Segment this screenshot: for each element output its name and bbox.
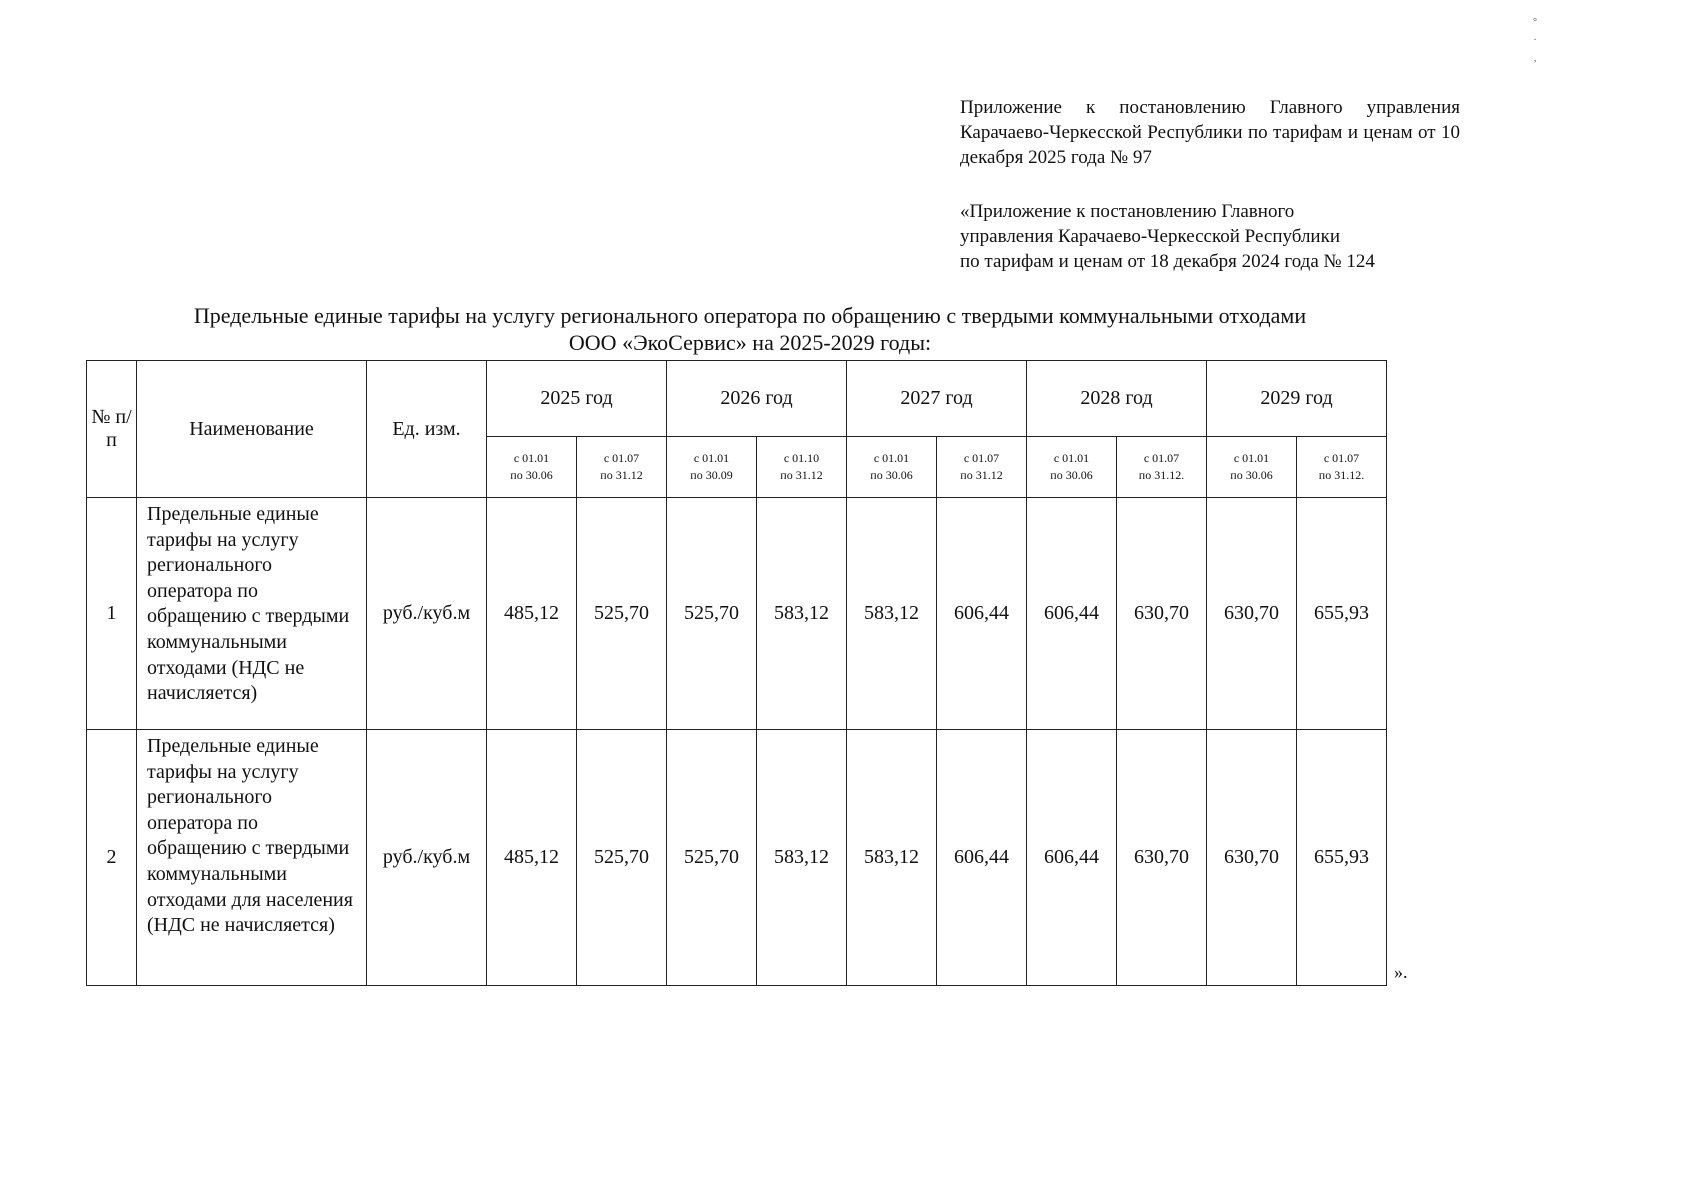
tariff-value: 630,70 — [1117, 730, 1207, 986]
tariff-value: 606,44 — [1027, 498, 1117, 730]
tariff-value: 485,12 — [487, 730, 577, 986]
period-from: с 01.07 — [1323, 451, 1360, 465]
row-number: 2 — [87, 730, 137, 986]
period-to: по 30.06 — [1050, 468, 1093, 482]
period-from: с 01.01 — [873, 451, 910, 465]
header-period — [1297, 437, 1387, 498]
tariff-value: 606,44 — [937, 498, 1027, 730]
tariff-value: 630,70 — [1207, 498, 1297, 730]
tariff-value: 525,70 — [667, 498, 757, 730]
header-period — [937, 437, 1027, 498]
header-period — [847, 437, 937, 498]
row-unit: руб./куб.м — [367, 498, 487, 730]
table-row — [87, 498, 1387, 730]
period-to: по 30.09 — [690, 468, 733, 482]
period-to: по 30.06 — [1230, 468, 1273, 482]
appendix-previous-line: «Приложение к постановлению Главного — [960, 201, 1295, 222]
header-period — [667, 437, 757, 498]
period-to: по 30.06 — [870, 468, 913, 482]
tariff-value: 525,70 — [667, 730, 757, 986]
period-to: по 31.12 — [780, 468, 823, 482]
document-title — [60, 302, 1440, 356]
tariff-value: 655,93 — [1297, 498, 1387, 730]
closing-quote: ». — [1394, 962, 1408, 982]
row-name: Предельные единые тарифы на услугу регионального оператора по обращению с твердыми коммунальными отходами для населения (НДС не начисляется) — [137, 730, 367, 986]
period-from: с 01.07 — [963, 451, 1000, 465]
appendix-previous-line: по тарифам и ценам от 18 декабря 2024 года № 124 — [960, 251, 1375, 272]
header-period — [577, 437, 667, 498]
period-from: с 01.01 — [513, 451, 550, 465]
row-unit: руб./куб.м — [367, 730, 487, 986]
period-from: с 01.01 — [693, 451, 730, 465]
tariff-value: 583,12 — [757, 498, 847, 730]
header-period — [757, 437, 847, 498]
scan-mark: · — [1533, 35, 1537, 46]
scan-mark: ° — [1533, 17, 1537, 28]
table-header-row-years — [87, 361, 1387, 437]
tariff-value: 606,44 — [1027, 730, 1117, 986]
appendix-previous-header — [960, 199, 1460, 274]
document-title-line: Предельные единые тарифы на услугу регионального оператора по обращению с твердыми коммунальными отходами — [193, 303, 1307, 328]
tariff-value: 583,12 — [757, 730, 847, 986]
tariff-value: 606,44 — [937, 730, 1027, 986]
tariff-value: 525,70 — [577, 498, 667, 730]
header-period — [1027, 437, 1117, 498]
period-from: с 01.01 — [1053, 451, 1090, 465]
period-from: с 01.07 — [1143, 451, 1180, 465]
document-title-line: ООО «ЭкоСервис» на 2025-2029 годы: — [568, 330, 932, 355]
period-from: с 01.01 — [1233, 451, 1270, 465]
scan-margin-marks — [1528, 14, 1542, 68]
header-number: № п/п — [87, 361, 137, 498]
tariff-value: 583,12 — [847, 730, 937, 986]
header-year: 2029 год — [1207, 361, 1387, 437]
row-number: 1 — [87, 498, 137, 730]
header-unit: Ед. изм. — [367, 361, 487, 498]
header-year: 2027 год — [847, 361, 1027, 437]
tariff-value: 583,12 — [847, 498, 937, 730]
scan-mark: ‚ — [1533, 53, 1537, 64]
period-to: по 31.12 — [960, 468, 1003, 482]
header-year: 2025 год — [487, 361, 667, 437]
tariff-value: 525,70 — [577, 730, 667, 986]
tariff-value: 630,70 — [1207, 730, 1297, 986]
appendix-previous-line: управления Карачаево-Черкесской Республики — [960, 226, 1340, 247]
header-period — [487, 437, 577, 498]
period-to: по 31.12 — [600, 468, 643, 482]
period-to: по 31.12. — [1318, 468, 1365, 482]
header-year: 2028 год — [1027, 361, 1207, 437]
period-to: по 30.06 — [510, 468, 553, 482]
header-year: 2026 год — [667, 361, 847, 437]
period-from: с 01.07 — [603, 451, 640, 465]
header-name: Наименование — [137, 361, 367, 498]
row-name: Предельные единые тарифы на услугу регионального оператора по обращению с твердыми коммунальными отходами (НДС не начисляется) — [137, 498, 367, 730]
tariff-table — [86, 360, 1387, 986]
period-to: по 31.12. — [1138, 468, 1185, 482]
tariff-value: 630,70 — [1117, 498, 1207, 730]
tariff-value: 655,93 — [1297, 730, 1387, 986]
header-period — [1207, 437, 1297, 498]
table-row — [87, 730, 1387, 986]
header-period — [1117, 437, 1207, 498]
period-from: с 01.10 — [783, 451, 820, 465]
appendix-current-text: Приложение к постановлению Главного управления Карачаево-Черкесской Республики по тарифам и ценам от 10 декабря 2025 года № 97 — [960, 97, 1460, 168]
tariff-value: 485,12 — [487, 498, 577, 730]
appendix-current-header — [960, 95, 1460, 170]
